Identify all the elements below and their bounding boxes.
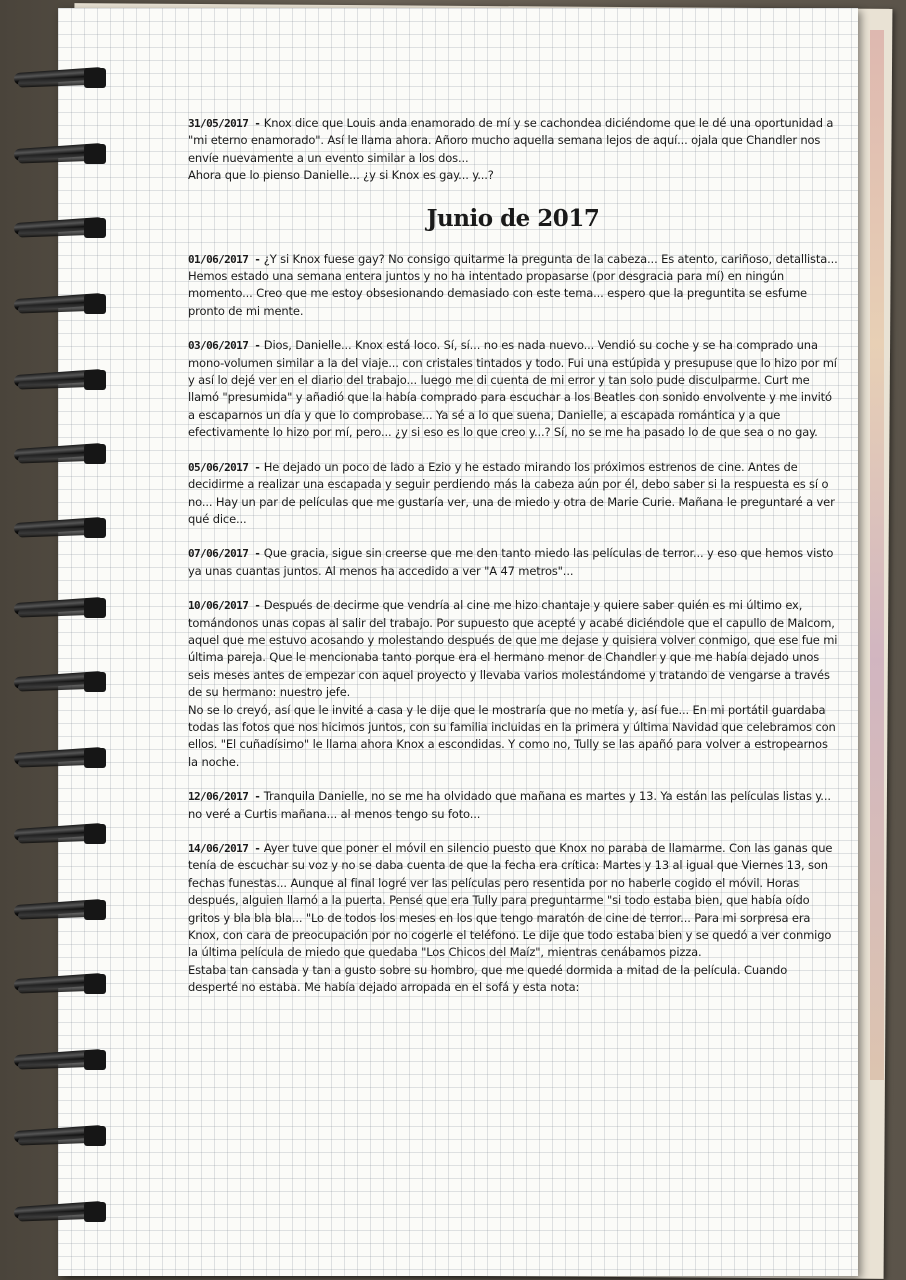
entry-text: Ahora que lo pienso Danielle... ¿y si Knox es gay... y...? — [188, 168, 494, 183]
spiral-ring — [14, 368, 106, 390]
spiral-ring — [14, 1048, 106, 1070]
journal-entry — [188, 597, 838, 771]
journal-entry — [188, 251, 838, 321]
entry-date: 03/06/2017 - — [188, 339, 261, 353]
entry-text: Tranquila Danielle, no se me ha olvidado que mañana es martes y 13. Ya están las películas listas y... no veré a Curtis mañana... al menos tengo su foto... — [188, 789, 831, 821]
spiral-ring — [14, 596, 106, 618]
entry-date: 05/06/2017 - — [188, 460, 261, 474]
entry-date: 07/06/2017 - — [188, 547, 261, 561]
spiral-ring — [14, 66, 106, 88]
spiral-ring — [14, 142, 106, 164]
spiral-ring — [14, 972, 106, 994]
spiral-ring — [14, 670, 106, 692]
entry-date: 12/06/2017 - — [188, 790, 261, 804]
spiral-ring — [14, 898, 106, 920]
entry-text: Knox dice que Louis anda enamorado de mí y se cachondea diciéndome que le dé una oportunidad a "mi eterno enamorado". Así le llama ahora. Añoro mucho aquella semana lejos de aquí... ojala que Chandler nos envíe nuevamente a un evento similar a los dos... — [188, 116, 834, 165]
notebook-page — [58, 8, 858, 1276]
spiral-ring — [14, 292, 106, 314]
journal-entry — [188, 115, 838, 185]
entry-text: No se lo creyó, así que le invité a casa y le dije que le mostraría que no metía y, así fue... En mi portátil guardaba todas las fotos que nos hicimos juntos, con su familia incluidas en la primera y última Navidad que celebramos con ellos. "El cuñadísimo" le llama ahora Knox a escondidas. Y como no, Tully se las apañó para volver a estropearnos la noche. — [188, 702, 836, 769]
spiral-ring — [14, 746, 106, 768]
journal-entry — [188, 840, 838, 997]
spiral-ring — [14, 516, 106, 538]
entry-text: Dios, Danielle... Knox está loco. Sí, sí... no es nada nuevo... Vendió su coche y se ha comprado una mono-volumen similar a la del viaje... con cristales tintados y todo. Fui una estúpida y presupuse que lo hizo por mí y así lo dejé ver en el diario del trabajo... luego me di cuenta de mi error y tan solo pude disculparme. Curt me llamó "presumida" y añadió que la había comprado para escuchar a los Beatles con sonido envolvente y me invitó a escaparnos un día y que lo comprobase... Ya sé a lo que suena, Danielle, a escapada romántica y a que efectivamente lo hizo por mí, pero... ¿y si eso es lo que creo y...? Sí, no se me ha pasado lo de que sea o no gay. — [188, 338, 837, 440]
entry-text: Estaba tan cansada y tan a gusto sobre su hombro, que me quedé dormida a mitad de la película. Cuando desperté no estaba. Me había dejado arropada en el sofá y esta nota: — [188, 962, 788, 995]
entry-date: 14/06/2017 - — [188, 842, 261, 855]
spiral-ring — [14, 822, 106, 844]
entry-date: 31/05/2017 - — [188, 117, 261, 130]
entry-text: He dejado un poco de lado a Ezio y he estado mirando los próximos estrenos de cine. Antes de decidirme a realizar una escapada y seguir perdiendo más la cabeza aún por él, debo saber si la respuesta es sí o no... Hay un par de películas que me gustaría ver, una de miedo y otra de Marie Curie. Mañana le preguntaré a ver qué dice... — [188, 459, 835, 526]
entry-date: 10/06/2017 - — [188, 599, 261, 613]
spiral-ring — [14, 1124, 106, 1146]
entry-text: Que gracia, sigue sin creerse que me den tanto miedo las películas de terror... y eso que hemos visto ya unas cuantas juntos. Al menos ha accedido a ver "A 47 metros"... — [188, 546, 834, 578]
entry-text: ¿Y si Knox fuese gay? No consigo quitarme la pregunta de la cabeza... Es atento, cariñoso, detallista... Hemos estado una semana entera juntos y no ha intentado propasarse (por desgracia para mí) en ningún momento... Creo que me estoy obsesionando demasiado con este tema... espero que la preguntita se esfume pronto de mi mente. — [188, 251, 838, 318]
entry-date: 01/06/2017 - — [188, 252, 261, 266]
journal-content — [188, 115, 838, 1014]
month-heading: Junio de 2017 — [426, 204, 600, 232]
spiral-ring — [14, 216, 106, 238]
journal-entry — [188, 788, 838, 823]
spiral-ring — [14, 1200, 106, 1222]
journal-entry — [188, 459, 838, 529]
journal-entry — [188, 545, 838, 580]
entry-text: Después de decirme que vendría al cine me hizo chantaje y quiere saber quién es mi último ex, tomándonos unas copas al salir del trabajo. Por supuesto que acepté y acabé diciéndole que el capullo de Malcom, aquel que me estuvo acosando y molestando después de que me dejase y quisiera volver conmigo, que ese fue mi última pareja. Que le mencionaba tanto porque era el hermano menor de Chandler y que me había dejado unos seis meses antes de empezar con aquel proyecto y llevaba varios molestándome y tratando de vengarse a través de su hermano: nuestro jefe. — [188, 598, 838, 700]
spiral-ring — [14, 442, 106, 464]
entry-text: Ayer tuve que poner el móvil en silencio puesto que Knox no paraba de llamarme. Con las ganas que tenía de escuchar su voz y no se daba cuenta de que la fecha era crítica: Martes y 13 al igual que Viernes 13, son fechas funestas... Aunque al final logré ver las películas pero resentida por no haberle cogido el móvil. Horas después, alguien llamó a la puerta. Pensé que era Tully para preguntarme "si todo estaba bien, que había oído gritos y bla bla bla... "Lo de todos los meses en los que tengo maratón de cine de terror... Para mi sorpresa era Knox, con cara de preocupación por no cogerle el teléfono. Le dije que todo estaba bien y se quedó a ver conmigo la última película de miedo que quedaba "Los Chicos del Maíz", mientras cenábamos pizza. — [188, 841, 833, 960]
page-edge-stripes — [870, 30, 884, 1080]
journal-entry — [188, 337, 838, 441]
